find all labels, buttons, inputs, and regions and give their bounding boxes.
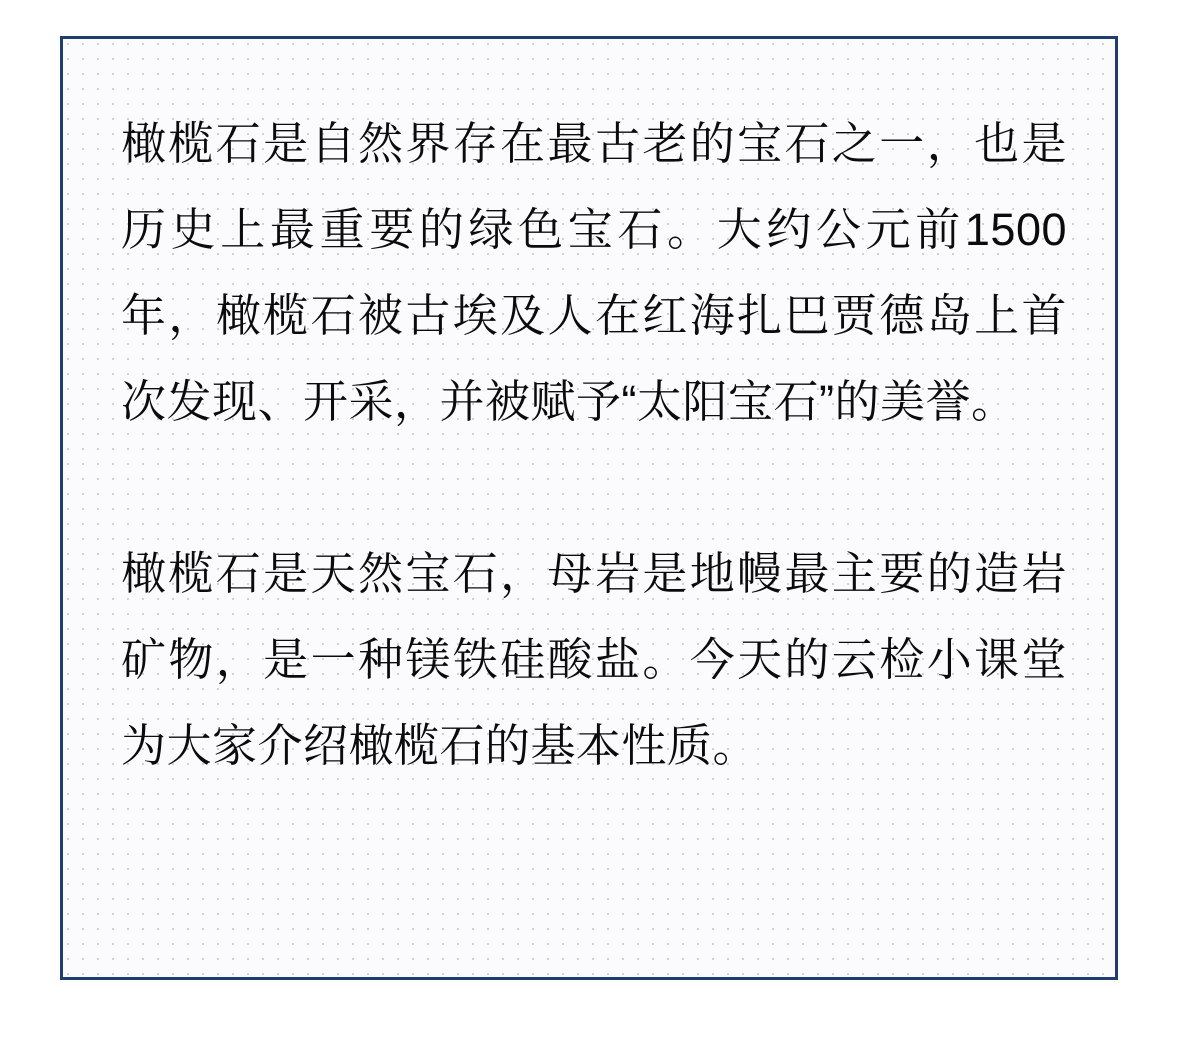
article-body [121,101,1067,789]
paragraph-1: 橄榄石是自然界存在最古老的宝石之一，也是历史上最重要的绿色宝石。大约公元前1500年，橄榄石被古埃及人在红海扎巴贾德岛上首次发现、开采，并被赋予“太阳宝石”的美誉。 [121,118,1067,427]
text-card [60,36,1118,980]
paragraph-2: 橄榄石是天然宝石，母岩是地幔最主要的造岩矿物，是一种镁铁硅酸盐。今天的云检小课堂为大家介绍橄榄石的基本性质。 [121,548,1067,771]
